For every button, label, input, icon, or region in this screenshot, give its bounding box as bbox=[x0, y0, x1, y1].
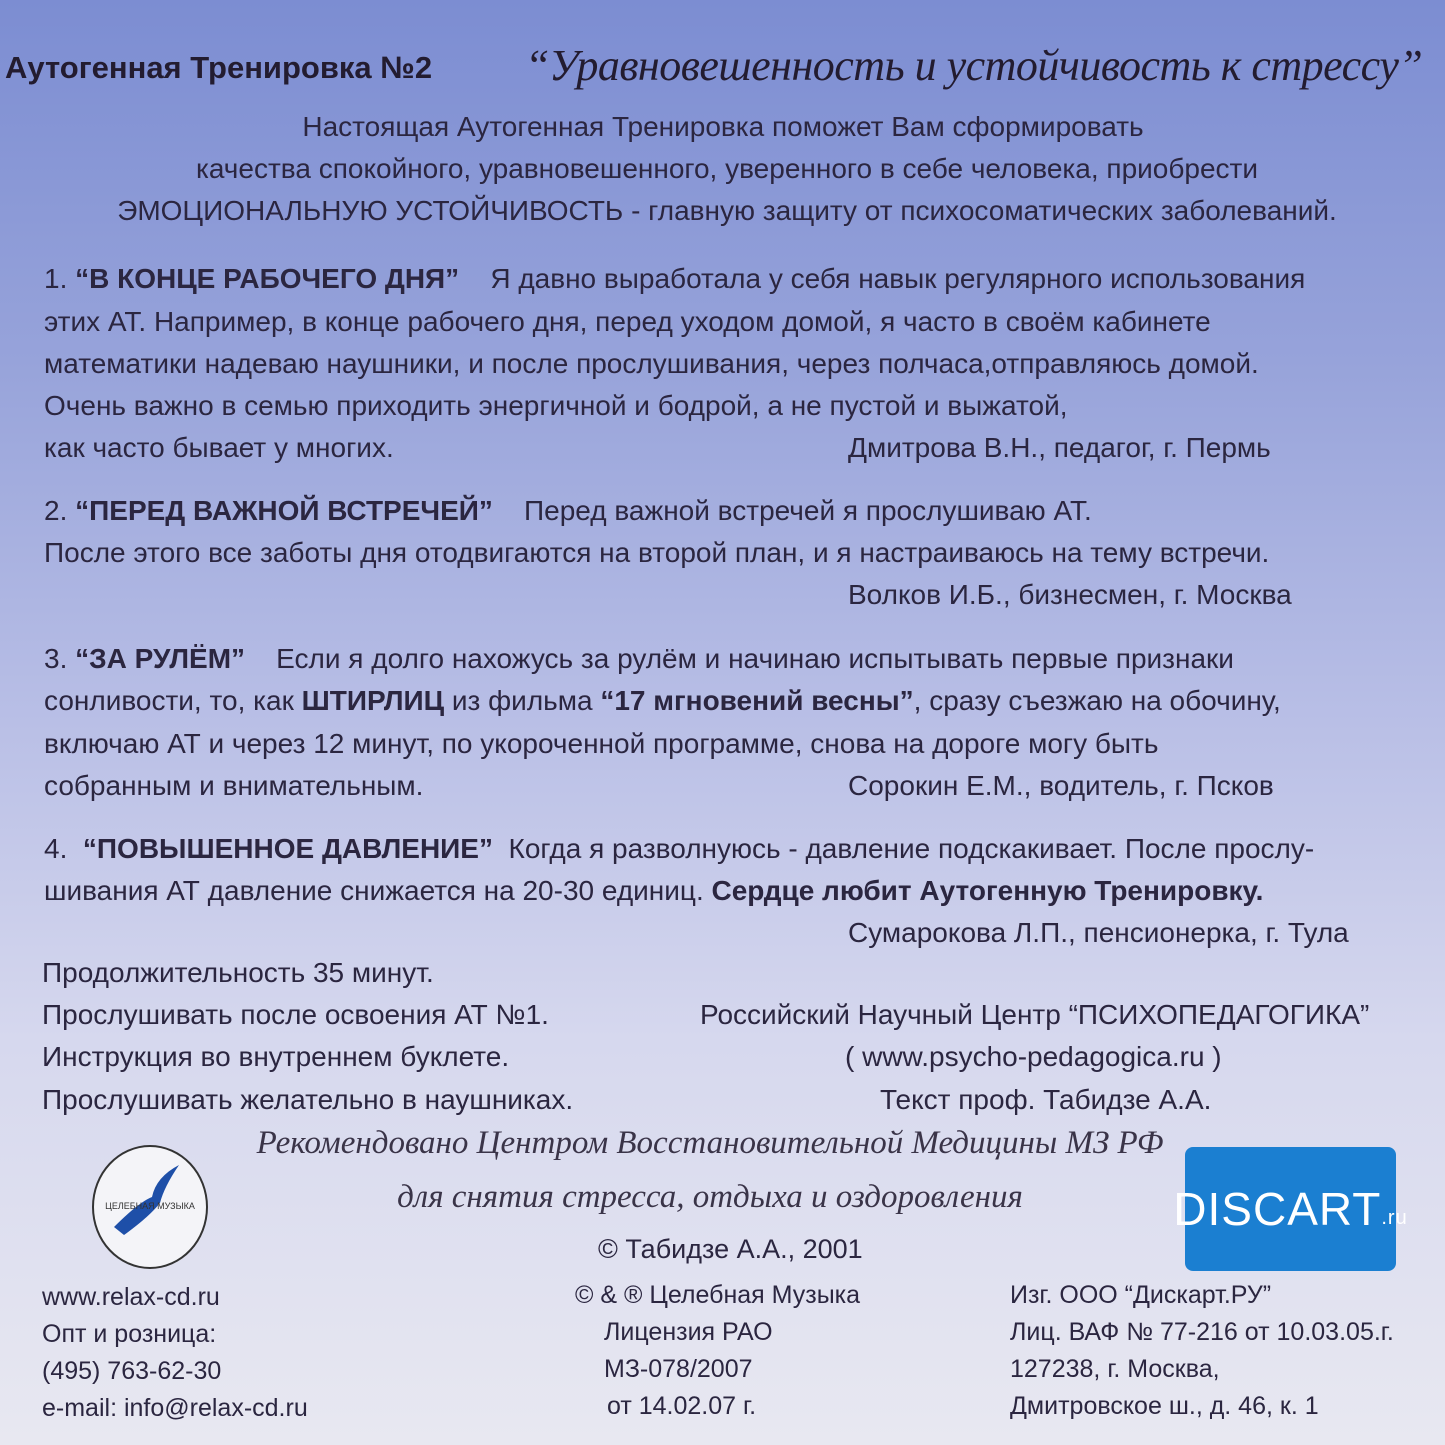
website-link[interactable]: ( www.psycho-pedagogica.ru ) bbox=[845, 1041, 1222, 1072]
publisher-text: Лиц. ВАФ № 77-216 от 10.03.05.г. bbox=[1010, 1318, 1394, 1346]
publisher-text: Изг. ООО “Дискарт.РУ” bbox=[1010, 1281, 1272, 1309]
info-text: Прослушивать желательно в наушниках. bbox=[42, 1084, 574, 1115]
contact-text: Опт и розница: bbox=[42, 1320, 217, 1348]
publisher-center: Российский Научный Центр “ПСИХОПЕДАГОГИКА” bbox=[700, 999, 1370, 1030]
testimonial-author: Дмитрова В.Н., педагог, г. Пермь bbox=[848, 432, 1271, 463]
intro-line: Настоящая Аутогенная Тренировка поможет Вам сформировать bbox=[302, 111, 1144, 142]
testimonial-4-heading: 4. “ПОВЫШЕННОЕ ДАВЛЕНИЕ” Когда я разволнуюсь - давление подскакивает. После прослу- bbox=[44, 833, 1315, 864]
email[interactable]: e-mail: info@relax-cd.ru bbox=[42, 1394, 308, 1422]
duration-text: Продолжительность 35 минут. bbox=[42, 957, 434, 988]
info-text: Прослушивать после освоения АТ №1. bbox=[42, 999, 549, 1030]
phone: (495) 763-62-30 bbox=[42, 1357, 222, 1385]
site-link[interactable]: www.relax-cd.ru bbox=[42, 1283, 220, 1311]
testimonial-line: как часто бывает у многих. bbox=[44, 432, 394, 463]
testimonial-1-heading: 1. “В КОНЦЕ РАБОЧЕГО ДНЯ” Я давно выработала у себя навык регулярного использования bbox=[44, 263, 1306, 294]
testimonial-author: Сорокин Е.М., водитель, г. Псков bbox=[848, 770, 1274, 801]
testimonial-3-heading: 3. “ЗА РУЛЁМ” Если я долго нахожусь за рулём и начинаю испытывать первые признаки bbox=[44, 643, 1234, 674]
album-subtitle: “Уравновешенность и устойчивость к стрессу” bbox=[525, 41, 1423, 90]
license-text: от 14.02.07 г. bbox=[607, 1392, 757, 1420]
info-text: Инструкция во внутреннем буклете. bbox=[42, 1041, 510, 1072]
testimonial-line: собранным и внимательным. bbox=[44, 770, 424, 801]
intro-line: ЭМОЦИОНАЛЬНУЮ УСТОЙЧИВОСТЬ - главную защиту от психосоматических заболеваний. bbox=[117, 195, 1337, 226]
testimonial-line: После этого все заботы дня отодвигаются на второй план, и я настраиваюсь на тему встречи. bbox=[44, 537, 1270, 568]
testimonial-2-heading: 2. “ПЕРЕД ВАЖНОЙ ВСТРЕЧЕЙ” Перед важной встречей я прослушиваю АТ. bbox=[44, 495, 1092, 526]
license-text: © & ® Целебная Музыка bbox=[575, 1281, 861, 1309]
publisher-text: 127238, г. Москва, bbox=[1010, 1355, 1220, 1383]
recommendation: Рекомендовано Центром Восстановительной Медицины МЗ РФ bbox=[256, 1125, 1164, 1161]
testimonial-author: Волков И.Б., бизнесмен, г. Москва bbox=[848, 579, 1292, 610]
tselebnaya-muzyka-logo bbox=[92, 1145, 208, 1269]
testimonial-author: Сумарокова Л.П., пенсионерка, г. Тула bbox=[848, 917, 1349, 948]
author-credit: Текст проф. Табидзе А.А. bbox=[880, 1084, 1212, 1115]
testimonial-line: сонливости, то, как ШТИРЛИЦ из фильма “17 мгновений весны”, сразу съезжаю на обочину, bbox=[44, 685, 1281, 716]
license-text: Лицензия РАО bbox=[604, 1318, 773, 1346]
testimonial-line: шивания АТ давление снижается на 20-30 единиц. Сердце любит Аутогенную Тренировку. bbox=[44, 875, 1264, 906]
testimonial-line: Очень важно в семью приходить энергичной и бодрой, а не пустой и выжатой, bbox=[44, 390, 1068, 421]
discart-logo bbox=[1173, 1147, 1408, 1271]
testimonial-line: включаю АТ и через 12 минут, по укороченной программе, снова на дороге могу быть bbox=[44, 728, 1159, 759]
recommendation: для снятия стресса, отдыха и оздоровления bbox=[397, 1179, 1023, 1215]
intro-line: качества спокойного, уравновешенного, уверенного в себе человека, приобрести bbox=[195, 153, 1259, 184]
license-text: МЗ-078/2007 bbox=[604, 1355, 753, 1383]
logo-text: ЦЕЛЕБНАЯ МУЗЫКА bbox=[105, 1201, 195, 1211]
copyright: © Табидзе А.А., 2001 bbox=[598, 1234, 863, 1264]
seagull-icon bbox=[94, 1147, 206, 1267]
discart-suffix: .ru bbox=[1381, 1206, 1408, 1229]
album-title: Аутогенная Тренировка №2 bbox=[5, 50, 433, 85]
publisher-text: Дмитровское ш., д. 46, к. 1 bbox=[1010, 1392, 1319, 1420]
testimonial-line: этих АТ. Например, в конце рабочего дня, перед уходом домой, я часто в своём кабинете bbox=[44, 306, 1211, 337]
testimonial-line: математики надеваю наушники, и после прослушивания, через полчаса,отправляюсь домой. bbox=[44, 348, 1259, 379]
discart-wordmark: DISCART bbox=[1173, 1183, 1382, 1235]
